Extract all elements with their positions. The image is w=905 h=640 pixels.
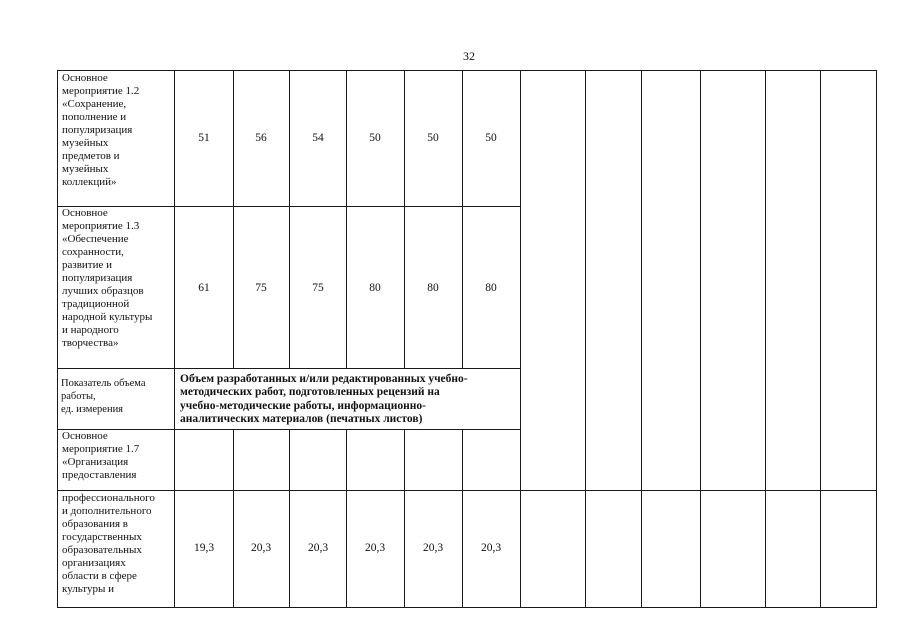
column-divider (462, 70, 463, 369)
table-cell: 20,3 (307, 542, 329, 554)
column-divider (765, 70, 766, 608)
row-label: Основное мероприятие 1.3 «Обеспечение сохранности, развитие и популяризация лучших образцов традиционной народной культуры и народного творчества» (62, 207, 153, 349)
table-cell: 50 (427, 132, 439, 144)
table-cell: 80 (485, 282, 497, 294)
merged-indicator-text: Объем разработанных и/или редактированных учебно- методических работ, подготовленных рецензий на учебно-методические работы, информационно- аналитических материалов (печатных листов) (180, 373, 468, 425)
row-label: Основное мероприятие 1.2 «Сохранение, пополнение и популяризация музейных предметов и музейных коллекций» (62, 72, 140, 188)
column-divider (700, 70, 701, 608)
table-cell: 54 (312, 132, 324, 144)
column-divider (233, 429, 234, 608)
column-divider (641, 70, 642, 608)
column-divider (820, 70, 821, 608)
row-label: профессионального и дополнительного образования в государственных образовательных организациях области в сфере культуры и (62, 492, 155, 595)
column-divider (520, 70, 521, 608)
table-border-top (57, 70, 877, 71)
column-divider (233, 70, 234, 369)
column-divider (462, 429, 463, 608)
table-cell: 20,3 (364, 542, 386, 554)
column-divider (585, 70, 586, 608)
table-cell: 75 (312, 282, 324, 294)
column-divider (346, 429, 347, 608)
row-label: Показатель объема работы, ед. измерения (61, 378, 146, 415)
row-divider (57, 490, 877, 491)
table-cell: 20,3 (250, 542, 272, 554)
table-border-bottom (57, 607, 877, 608)
table-cell: 19,3 (193, 542, 215, 554)
table-cell: 75 (255, 282, 267, 294)
table-cell: 50 (485, 132, 497, 144)
table-border-right (876, 70, 877, 608)
column-divider (174, 70, 175, 608)
table-cell: 80 (369, 282, 381, 294)
column-divider (404, 429, 405, 608)
column-divider (404, 70, 405, 369)
table-border-left (57, 70, 58, 608)
table-cell: 80 (427, 282, 439, 294)
table-cell: 50 (369, 132, 381, 144)
table-cell: 61 (198, 282, 210, 294)
table-cell: 20,3 (480, 542, 502, 554)
column-divider (346, 70, 347, 369)
page-number: 32 (463, 49, 475, 63)
column-divider (289, 70, 290, 369)
table-cell: 56 (255, 132, 267, 144)
table-cell: 51 (198, 132, 210, 144)
column-divider (289, 429, 290, 608)
table-cell: 20,3 (422, 542, 444, 554)
row-label: Основное мероприятие 1.7 «Организация предоставления (62, 430, 140, 481)
